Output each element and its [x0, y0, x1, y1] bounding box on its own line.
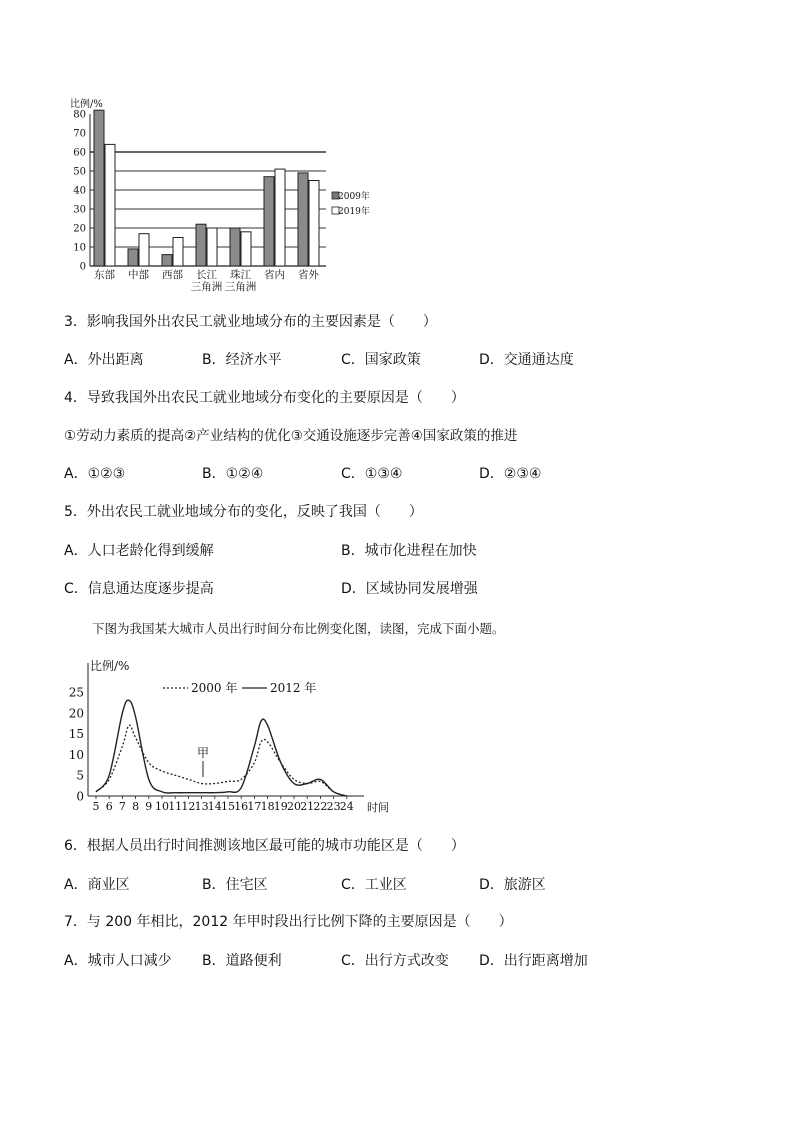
q4-option-d[interactable]: D．②③④	[479, 466, 542, 482]
legend-2000: 2000 年	[191, 681, 238, 695]
question-6: 6．根据人员出行时间推测该地区最可能的城市功能区是（ ）	[64, 838, 465, 854]
chart2-xtick-label: 16	[234, 800, 249, 813]
question-3: 3．影响我国外出农民工就业地域分布的主要因素是（ ）	[64, 314, 437, 330]
chart1-category-label: 省内	[264, 269, 285, 281]
chart1-ytick-label: 70	[73, 128, 86, 140]
chart1-category-label: 珠江	[230, 269, 251, 281]
line-chart-travel-time	[60, 655, 400, 815]
chart1-ytick-label: 60	[73, 147, 86, 159]
bar-2019-0	[105, 144, 115, 266]
chart1-legend	[332, 190, 370, 217]
bar-2009-3	[196, 224, 206, 266]
bar-2009-6	[298, 173, 308, 266]
chart2-ytick-label: 20	[68, 706, 84, 721]
question-4: 4．导致我国外出农民工就业地域分布变化的主要原因是（ ）	[64, 390, 465, 406]
chart1-category-label: 中部	[128, 269, 149, 281]
legend-2012: 2012 年	[270, 681, 317, 695]
chart2-xtick-label: 8	[132, 800, 140, 813]
series-2000-line	[96, 725, 347, 796]
chart2-xtick-label: 20	[287, 800, 301, 813]
q7-option-a[interactable]: A．城市人口减少	[64, 953, 172, 969]
q4-option-a[interactable]: A．①②③	[64, 466, 126, 482]
legend-2009: 2009年	[338, 192, 370, 202]
q3-option-d[interactable]: D．交通通达度	[479, 352, 574, 368]
bar-2019-1	[139, 234, 149, 266]
chart2-xtick-label: 15	[221, 800, 235, 813]
chart2-xtick-label: 9	[145, 800, 153, 813]
q6-option-c[interactable]: C．工业区	[341, 877, 407, 893]
q3-option-c[interactable]: C．国家政策	[341, 352, 421, 368]
q7-option-d[interactable]: D．出行距离增加	[479, 953, 588, 969]
chart1-ytick-label: 40	[73, 185, 86, 197]
chart1-bars	[94, 110, 319, 266]
chart2-ytick-label: 15	[68, 727, 84, 742]
chart2-xtick-label: 11	[168, 800, 183, 813]
chart2-xtick-label: 6	[105, 800, 113, 813]
chart1-x-labels	[94, 268, 319, 293]
chart1-category-label: 东部	[94, 269, 115, 281]
q6-option-b[interactable]: B．住宅区	[202, 877, 268, 893]
chart2-xtick-label: 19	[273, 800, 288, 813]
bar-2009-4	[230, 228, 240, 266]
chart2-xtick-label: 7	[118, 800, 126, 813]
bar-2009-5	[264, 177, 274, 266]
chart2-xtick-label: 14	[207, 800, 222, 813]
q4-option-c[interactable]: C．①③④	[341, 466, 403, 482]
chart1-category-label: 省外	[298, 269, 319, 281]
chart1-ytick-label: 50	[73, 166, 86, 178]
bar-2009-0	[94, 110, 104, 266]
chart2-xtick-label: 10	[155, 800, 169, 813]
question-7: 7．与 200 年相比，2012 年甲时段出行比例下降的主要原因是（ ）	[64, 914, 513, 930]
q5-option-a[interactable]: A．人口老龄化得到缓解	[64, 543, 214, 559]
chart1-ytick-label: 0	[79, 261, 86, 273]
bar-chart-migrant-distribution	[60, 90, 370, 300]
chart1-ytick-label: 20	[73, 223, 86, 235]
q5-option-c[interactable]: C．信息通达度逐步提高	[64, 581, 214, 597]
bar-2019-3	[207, 228, 217, 266]
q3-option-a[interactable]: A．外出距离	[64, 352, 144, 368]
legend-2019: 2019年	[338, 207, 370, 217]
chart1-category-label: 长江	[196, 269, 217, 281]
q6-option-d[interactable]: D．旅游区	[479, 877, 546, 893]
chart2-ytick-label: 0	[76, 789, 84, 804]
marker-jia-label: 甲	[197, 746, 210, 760]
intro-text: 下图为我国某大城市人员出行时间分布比例变化图，读图，完成下面小题。	[92, 621, 505, 636]
chart1-y-ticks	[73, 110, 86, 273]
chart1-category-sublabel: 三角洲	[190, 281, 223, 293]
chart1-category-label: 西部	[162, 269, 183, 281]
chart1-ytick-label: 30	[73, 204, 86, 216]
bar-2019-4	[241, 232, 251, 266]
chart2-xtick-label: 17	[247, 800, 262, 813]
chart1-ytick-label: 10	[73, 242, 86, 254]
chart2-ylabel: 比例/%	[90, 659, 130, 673]
bar-2019-5	[275, 169, 285, 266]
chart2-xtick-label: 18	[260, 800, 275, 813]
q7-option-c[interactable]: C．出行方式改变	[341, 953, 449, 969]
question-5: 5．外出农民工就业地域分布的变化，反映了我国（ ）	[64, 504, 423, 520]
q5-option-d[interactable]: D．区域协同发展增强	[341, 581, 478, 597]
question-4-statements: ①劳动力素质的提高②产业结构的优化③交通设施逐步完善④国家政策的推进	[64, 428, 518, 444]
chart2-xtick-label: 12	[181, 800, 196, 813]
chart2-xtick-label: 5	[92, 800, 100, 813]
chart2-xtick-label: 13	[194, 800, 209, 813]
chart2-xtick-label: 22	[313, 800, 328, 813]
bar-2019-2	[173, 238, 183, 267]
bar-2009-1	[128, 249, 138, 266]
chart2-legend	[163, 680, 316, 695]
chart2-ytick-label: 25	[68, 685, 84, 700]
chart2-xtick-label: 21	[300, 800, 315, 813]
chart2-xtick-label: 24	[339, 800, 354, 813]
bar-2009-2	[162, 255, 172, 266]
chart2-ytick-label: 10	[68, 747, 84, 762]
q6-option-a[interactable]: A．商业区	[64, 877, 130, 893]
chart1-ytick-label: 80	[73, 109, 86, 121]
q5-option-b[interactable]: B．城市化进程在加快	[341, 543, 477, 559]
marker-jia	[197, 746, 209, 777]
q7-option-b[interactable]: B．道路便利	[202, 953, 282, 969]
chart2-y-ticks	[69, 686, 84, 804]
chart2-ytick-label: 5	[76, 768, 84, 783]
q3-option-b[interactable]: B．经济水平	[202, 352, 282, 368]
chart2-xtick-label: 23	[326, 800, 341, 813]
chart1-ylabel: 比例/%	[70, 99, 103, 110]
bar-2019-6	[309, 181, 319, 267]
series-2012-line	[96, 700, 347, 796]
chart2-xunit: 时间	[367, 801, 389, 814]
q4-option-b[interactable]: B．①②④	[202, 466, 264, 482]
chart1-category-sublabel: 三角洲	[224, 281, 257, 293]
chart2-x-ticks	[93, 796, 354, 813]
